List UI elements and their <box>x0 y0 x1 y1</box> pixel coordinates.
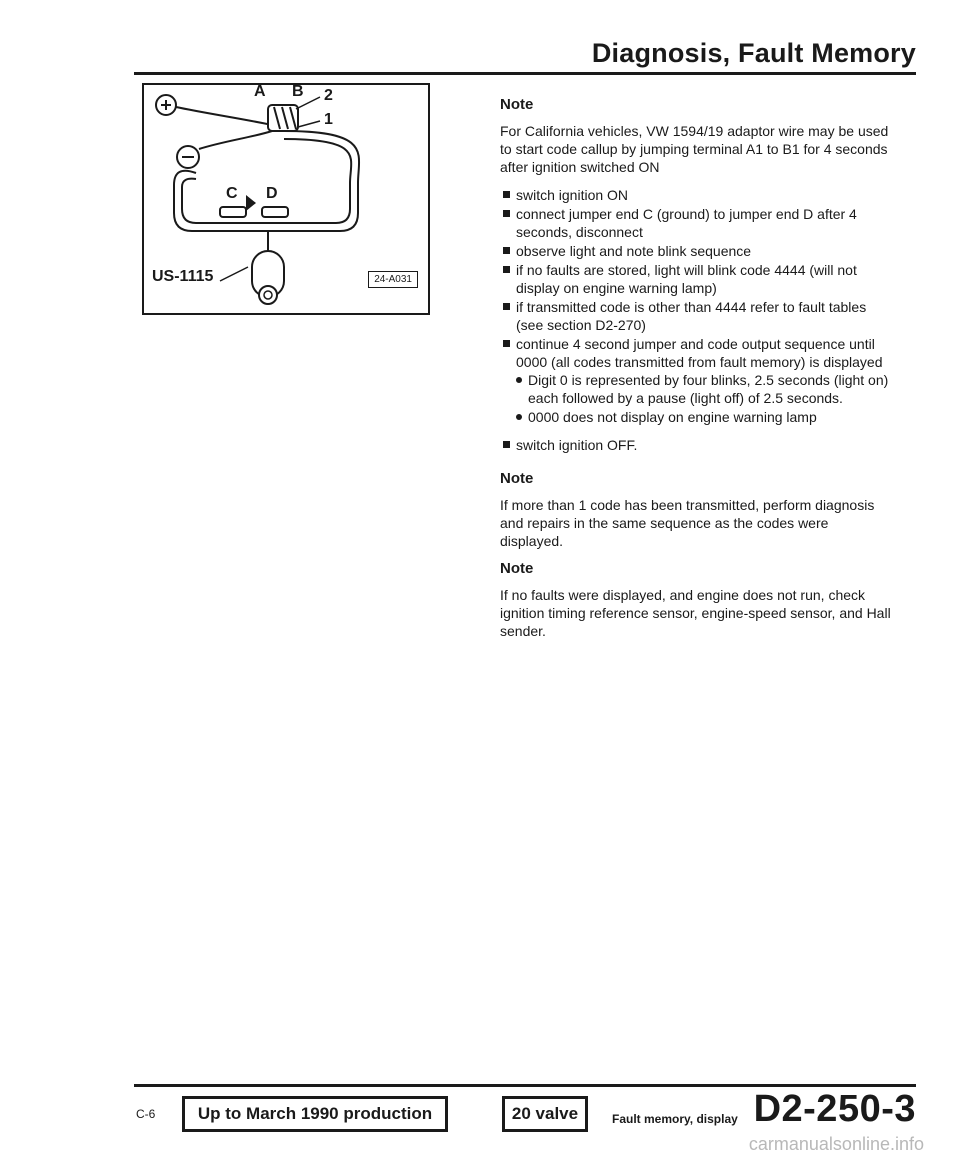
top-rule <box>134 72 916 75</box>
connector-icon <box>268 105 298 131</box>
figure-panel <box>142 83 430 315</box>
figure-label-a: A <box>254 83 266 100</box>
note-text: For California vehicles, VW 1594/19 adaptor wire may be used to start code callup by jumping terminal A1 to B1 for 4 seconds after ignition switched ON <box>500 123 889 175</box>
page-number: D2-250-3 <box>753 1088 916 1130</box>
list-item: switch ignition ON <box>484 186 894 204</box>
figure-label-d: D <box>266 185 278 202</box>
led-tester-icon <box>252 251 284 304</box>
footer-code: C-6 <box>136 1107 156 1121</box>
sub-list-item: 0000 does not display on engine warning lamp <box>516 408 894 426</box>
production-box: Up to March 1990 production <box>182 1096 448 1132</box>
list-item: if no faults are stored, light will blink code 4444 (will not display on engine warning lamp) <box>484 261 894 297</box>
figure-label-2: 2 <box>324 87 333 104</box>
figure-label-c: C <box>226 185 238 202</box>
tool-label: US-1115 <box>152 268 214 285</box>
sub-list <box>516 371 894 426</box>
bottom-rule <box>134 1084 916 1087</box>
note-heading: Note <box>500 470 534 487</box>
figure-ref: 24-A031 <box>368 271 418 288</box>
note-text: If more than 1 code has been transmitted, perform diagnosis and repairs in the same sequence as the codes were displayed. <box>500 497 875 549</box>
page-title: Diagnosis, Fault Memory <box>591 38 916 68</box>
list-item: connect jumper end C (ground) to jumper end D after 4 seconds, disconnect <box>484 205 894 241</box>
valve-box: 20 valve <box>502 1096 588 1132</box>
figure-label-b: B <box>292 83 304 100</box>
procedure-list <box>484 186 894 426</box>
figure-label-1: 1 <box>324 111 333 128</box>
list-item: switch ignition OFF. <box>484 436 894 454</box>
footer-subject: Fault memory, display <box>612 1112 738 1126</box>
list-item: if transmitted code is other than 4444 refer to fault tables (see section D2-270) <box>484 298 894 334</box>
main-content <box>484 96 894 650</box>
list-item: observe light and note blink sequence <box>484 242 894 260</box>
list-item-text: continue 4 second jumper and code output sequence until 0000 (all codes transmitted from fault memory) is displayed <box>516 336 883 370</box>
watermark: carmanualsonline.info <box>748 1134 924 1154</box>
note-heading: Note <box>500 560 534 577</box>
final-step-list <box>484 436 894 454</box>
sub-list-item: Digit 0 is represented by four blinks, 2.5 seconds (light on) each followed by a pause (light off) of 2.5 seconds. <box>516 371 894 407</box>
note-text: If no faults were displayed, and engine does not run, check ignition timing reference sensor, engine-speed sensor, and Hall sender. <box>500 587 891 639</box>
list-item-with-substeps <box>484 335 894 426</box>
note-heading: Note <box>500 96 534 113</box>
